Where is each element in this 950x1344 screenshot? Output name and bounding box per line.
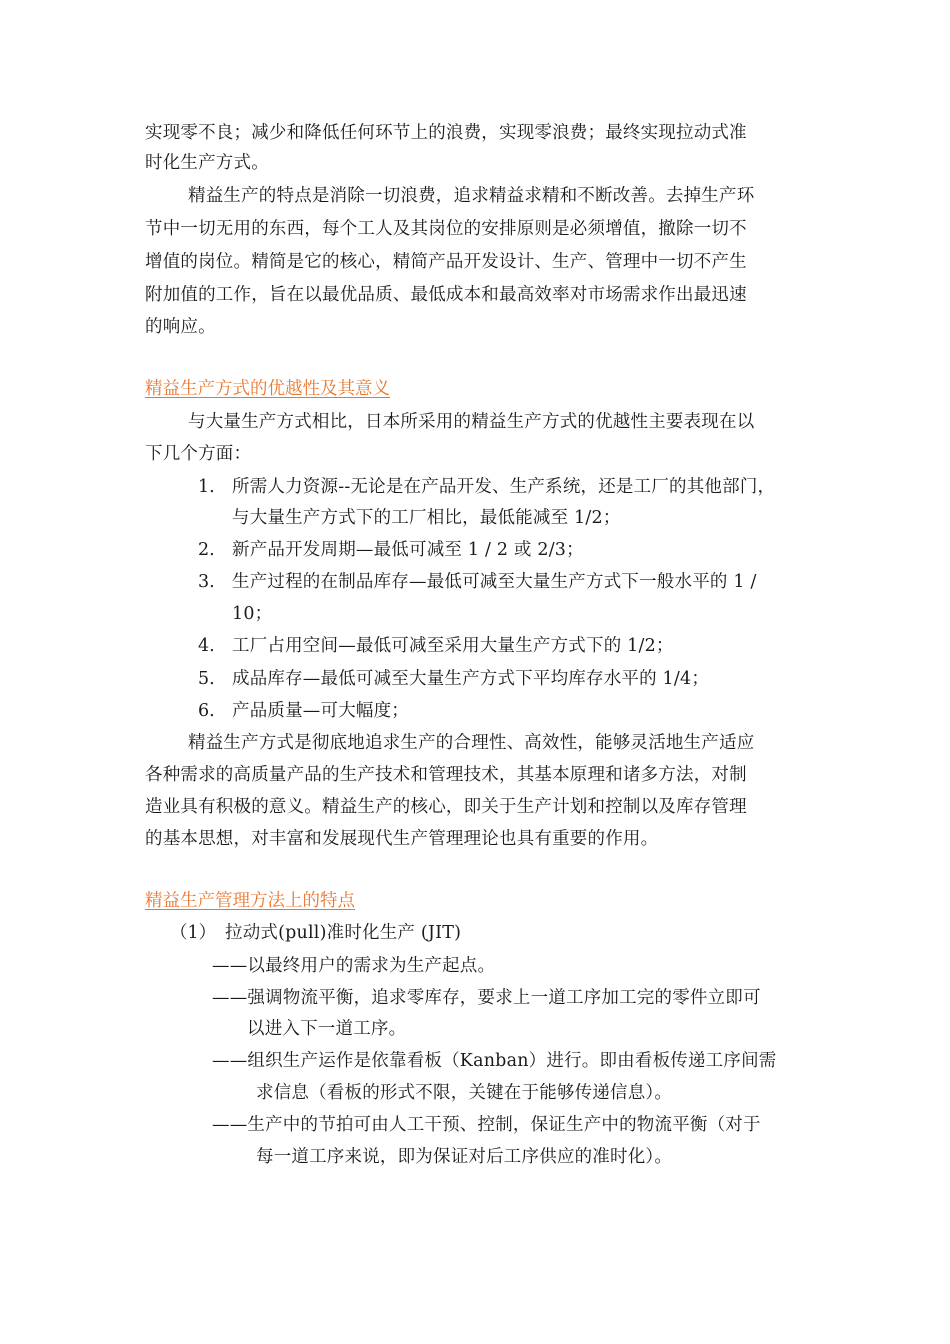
section-heading-methods[interactable]: 精益生产管理方法上的特点 xyxy=(145,891,355,911)
list-item-continuation: 与大量生产方式下的工厂相比，最低能减至 1/2； xyxy=(232,508,621,528)
paragraph-line: 造业具有积极的意义。精益生产的核心，即关于生产计划和控制以及库存管理 xyxy=(145,797,747,817)
paragraph-line: 下几个方面： xyxy=(145,444,252,464)
dash-item-continuation: 以进入下一道工序。 xyxy=(247,1019,407,1039)
paragraph-line: 的基本思想，对丰富和发展现代生产管理理论也具有重要的作用。 xyxy=(145,829,659,849)
list-item: 工厂占用空间—最低可减至采用大量生产方式下的 1/2； xyxy=(232,636,674,656)
dash-item: ——强调物流平衡，追求零库存，要求上一道工序加工完的零件立即可 xyxy=(212,988,761,1008)
paragraph-line: 时化生产方式。 xyxy=(145,153,269,173)
dash-item: ——以最终用户的需求为生产起点。 xyxy=(212,956,496,976)
list-number: 2. xyxy=(198,540,215,560)
list-number: 6. xyxy=(198,701,215,721)
dash-item-continuation: 求信息（看板的形式不限，关键在于能够传递信息）。 xyxy=(256,1083,673,1103)
list-number: 1. xyxy=(198,477,215,497)
paragraph-line: 节中一切无用的东西，每个工人及其岗位的安排原则是必须增值，撤除一切不 xyxy=(145,219,747,239)
list-number: 3. xyxy=(198,572,215,592)
list-item: 所需人力资源--无论是在产品开发、生产系统，还是工厂的其他部门， xyxy=(232,477,776,497)
paragraph-line: 附加值的工作，旨在以最优品质、最低成本和最高效率对市场需求作出最迅速 xyxy=(145,285,747,305)
paragraph-line: 精益生产方式是彻底地追求生产的合理性、高效性，能够灵活地生产适应 xyxy=(188,733,755,753)
list-number: 4. xyxy=(198,636,215,656)
subsection-number: （1） xyxy=(170,923,217,943)
subsection-title: 拉动式(pull)准时化生产 (JIT) xyxy=(225,923,462,943)
list-item: 产品质量—可大幅度； xyxy=(232,701,409,721)
paragraph-line: 增值的岗位。精简是它的核心，精简产品开发设计、生产、管理中一切不产生 xyxy=(145,252,747,272)
paragraph-line: 各种需求的高质量产品的生产技术和管理技术，其基本原理和诸多方法，对制 xyxy=(145,765,747,785)
list-item: 成品库存—最低可减至大量生产方式下平均库存水平的 1/4； xyxy=(232,669,710,689)
paragraph-line: 精益生产的特点是消除一切浪费，追求精益求精和不断改善。去掉生产环 xyxy=(188,186,755,206)
list-item: 新产品开发周期—最低可减至 1 / 2 或 2/3； xyxy=(232,540,584,560)
list-item-continuation: 10； xyxy=(232,604,273,624)
dash-item-continuation: 每一道工序来说，即为保证对后工序供应的准时化）。 xyxy=(256,1147,673,1167)
list-number: 5. xyxy=(198,669,215,689)
paragraph-line: 与大量生产方式相比，日本所采用的精益生产方式的优越性主要表现在以 xyxy=(188,412,755,432)
dash-item: ——组织生产运作是依靠看板（Kanban）进行。即由看板传递工序间需 xyxy=(212,1051,777,1071)
paragraph-line: 实现零不良；减少和降低任何环节上的浪费，实现零浪费；最终实现拉动式准 xyxy=(145,123,747,143)
section-heading-advantages[interactable]: 精益生产方式的优越性及其意义 xyxy=(145,379,390,399)
paragraph-line: 的响应。 xyxy=(145,317,216,337)
dash-item: ——生产中的节拍可由人工干预、控制，保证生产中的物流平衡（对于 xyxy=(212,1115,761,1135)
list-item: 生产过程的在制品库存—最低可减至大量生产方式下一般水平的 1 / xyxy=(232,572,757,592)
